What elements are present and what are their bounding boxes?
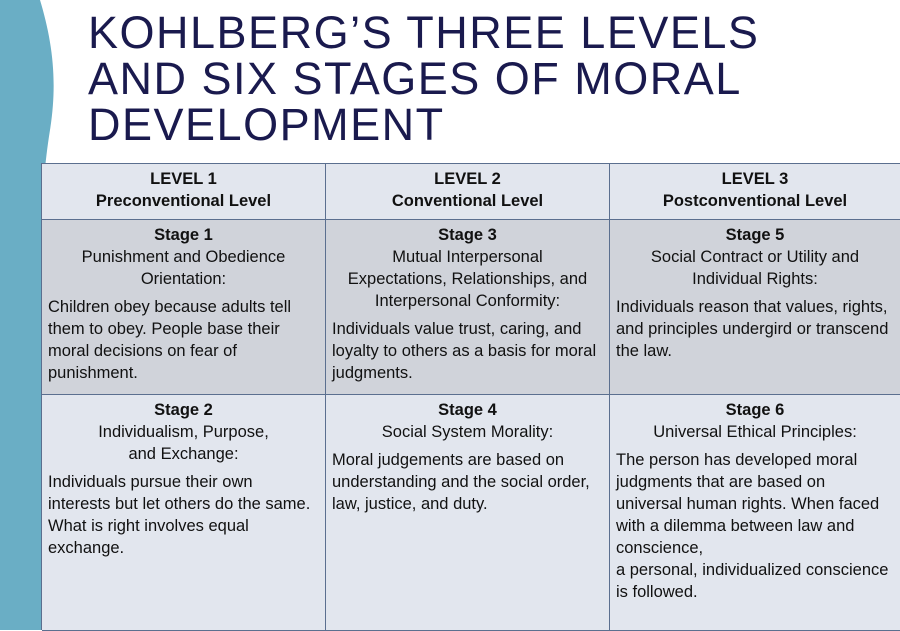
stage-name: Stage 1 <box>154 226 213 244</box>
level-name: Postconventional Level <box>662 192 848 210</box>
stage-5-cell <box>610 220 900 395</box>
title-line: DEVELOPMENT <box>88 99 445 150</box>
level-label: LEVEL 3 <box>721 170 789 188</box>
level-3-header <box>610 164 900 220</box>
stages-table <box>41 163 900 630</box>
stage-description: Moral judgements are based on understanding and the social order, law, justice, and duty. <box>332 451 590 513</box>
stage-description: Individuals value trust, caring, and loyalty to others as a basis for moral judgments. <box>332 320 597 382</box>
stage-title: Mutual Interpersonal Expectations, Relationships, and Interpersonal Conformity: <box>347 248 588 310</box>
level-1-header <box>42 164 326 220</box>
stage-name: Stage 2 <box>154 401 213 419</box>
level-label: LEVEL 2 <box>434 170 501 188</box>
stage-6-cell <box>610 395 900 631</box>
stage-description: Individuals reason that values, rights, and principles undergird or transcend the law. <box>616 298 889 360</box>
stage-name: Stage 6 <box>725 401 785 419</box>
stage-name: Stage 4 <box>438 401 497 419</box>
stage-title: Individualism, Purpose, and Exchange: <box>98 423 269 463</box>
stage-description: Individuals pursue their own interests but let others do the same. What is right involves equal exchange. <box>48 473 311 557</box>
stage-title: Social System Morality: <box>381 423 554 441</box>
stage-name: Stage 3 <box>438 226 497 244</box>
stage-description: Children obey because adults tell them to obey. People base their moral decisions on fear of punishment. <box>48 298 292 382</box>
level-label: LEVEL 1 <box>150 170 217 188</box>
stage-title: Universal Ethical Principles: <box>653 423 857 441</box>
stage-title: Social Contract or Utility and Individual Rights: <box>650 248 860 288</box>
title-line: AND SIX STAGES OF MORAL <box>88 53 742 104</box>
level-name: Conventional Level <box>391 192 544 210</box>
stage-description: The person has developed moral judgments that are based on universal human rights. When faced with a dilemma between law and conscience, a personal, individualized conscience is followed. <box>616 451 889 601</box>
stage-1-cell <box>42 220 326 395</box>
stage-4-cell <box>326 395 610 631</box>
title-line: KOHLBERG’S THREE LEVELS <box>88 7 760 58</box>
page-title <box>88 7 888 150</box>
stage-title: Punishment and Obedience Orientation: <box>81 248 286 288</box>
stage-2-cell <box>42 395 326 631</box>
stage-name: Stage 5 <box>725 226 785 244</box>
level-name: Preconventional Level <box>95 192 272 210</box>
level-2-header <box>326 164 610 220</box>
stage-3-cell <box>326 220 610 395</box>
